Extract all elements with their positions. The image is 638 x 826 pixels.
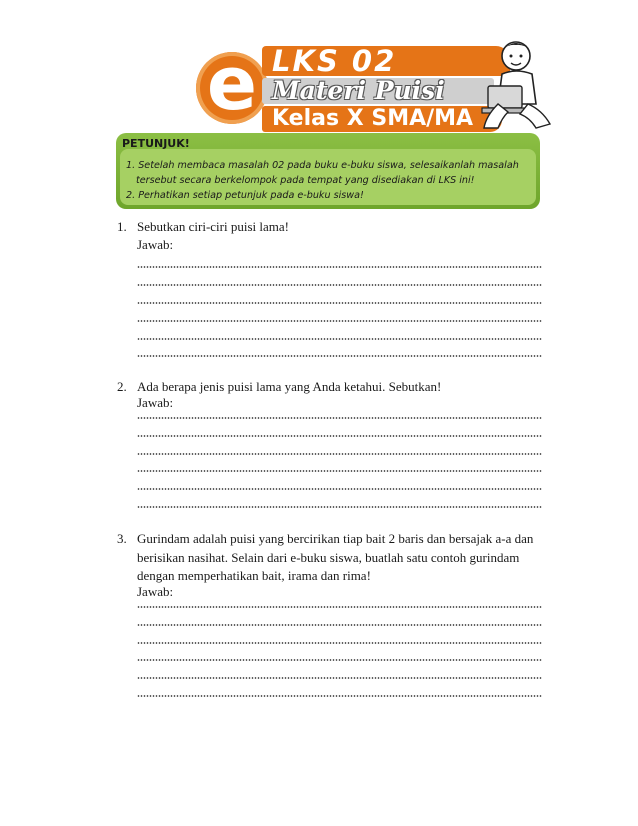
class-label: Kelas X SMA/MA: [272, 106, 474, 131]
answer-line[interactable]: [137, 283, 542, 287]
answer-label: Jawab:: [137, 584, 174, 599]
question-text: Gurindam adalah puisi yang bercirikan tiap bait 2 baris dan bersajak a-a dan: [137, 531, 534, 546]
instruction-title: PETUNJUK!: [122, 137, 190, 150]
instruction-line: tersebut secara berkelompok pada tempat yang disediakan di LKS ini!: [136, 175, 475, 186]
answer-line[interactable]: [137, 301, 542, 305]
question-number: 3.: [117, 531, 127, 546]
answer-line[interactable]: [137, 676, 542, 680]
question-number: 1.: [117, 219, 127, 234]
answer-label: Jawab:: [137, 237, 174, 252]
question-number: 2.: [117, 379, 127, 394]
answer-line[interactable]: [137, 337, 542, 341]
answer-line[interactable]: [137, 623, 542, 627]
question-text: dengan memperhatikan bait, irama dan rima!: [137, 568, 371, 583]
student-illustration-icon: [478, 34, 558, 134]
question-text: Sebutkan ciri-ciri puisi lama!: [137, 219, 289, 234]
answer-line[interactable]: [137, 605, 542, 609]
question-text: Ada berapa jenis puisi lama yang Anda ketahui. Sebutkan!: [137, 379, 442, 394]
question-text: berisikan nasihat. Selain dari e-buku siswa, buatlah satu contoh gurindam: [137, 550, 520, 565]
answer-line[interactable]: [137, 658, 542, 662]
answer-line[interactable]: [137, 505, 542, 509]
answer-line[interactable]: [137, 487, 542, 491]
worksheet-subtitle: Materi Puisi: [272, 76, 445, 105]
answer-line[interactable]: [137, 319, 542, 323]
answer-line[interactable]: [137, 694, 542, 698]
answer-line[interactable]: [137, 416, 542, 420]
answer-label: Jawab:: [137, 395, 174, 410]
answer-line[interactable]: [137, 641, 542, 645]
instruction-line: 1. Setelah membaca masalah 02 pada buku e-buku siswa, selesaikanlah masalah: [126, 160, 519, 171]
instruction-line: 2. Perhatikan setiap petunjuk pada e-buku siswa!: [126, 190, 364, 201]
answer-line[interactable]: [137, 434, 542, 438]
answer-line[interactable]: [137, 469, 542, 473]
answer-line[interactable]: [137, 354, 542, 358]
answer-line[interactable]: [137, 265, 542, 269]
worksheet-title: LKS 02: [272, 44, 397, 78]
answer-line[interactable]: [137, 452, 542, 456]
logo-letter: e: [206, 41, 258, 127]
